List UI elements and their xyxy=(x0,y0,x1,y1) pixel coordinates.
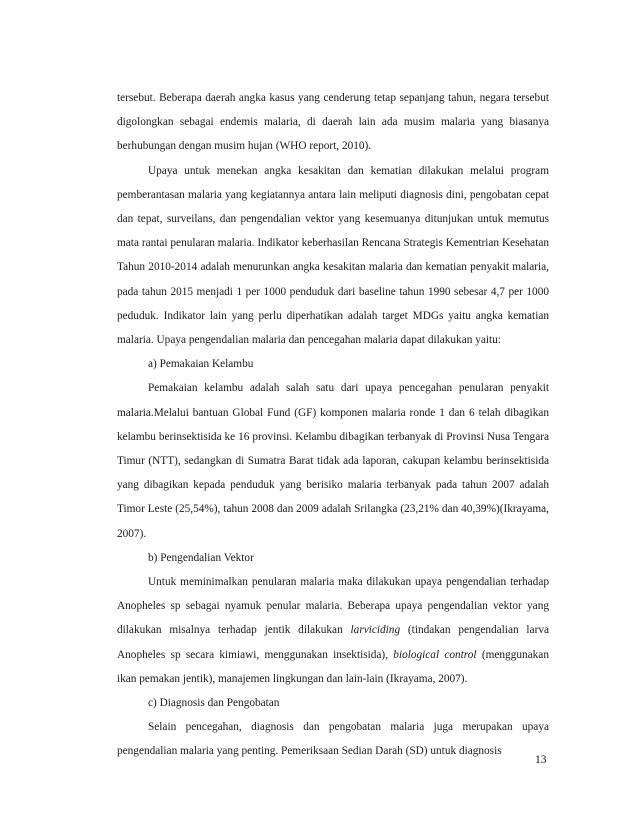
paragraph-2: Upaya untuk menekan angka kesakitan dan kematian dilakukan melalui program pemberantasan malaria yang kegiatannya antara lain meliputi diagnosis dini, pengobatan cepat dan tepat, surveilans, dan pengendalian vektor yang kesemuanya ditunjukan untuk memutus mata rantai penularan malaria. Indikator keberhasilan Rencana Strategis Kementrian Kesehatan Tahun 2010-2014 adalah menurunkan angka kesakitan malaria dan kematian penyakit malaria, pada tahun 2015 menjadi 1 per 1000 penduduk dari baseline tahun 1990 sebesar 4,7 per 1000 peduduk. Indikator lain yang perlu diperhatikan adalah target MDGs yaitu angka kematian malaria. Upaya pengendalian malaria dan pencegahan malaria dapat dilakukan yaitu: xyxy=(117,164,549,347)
paragraph-4-text-c: (menggunakan ikan pemakan jentik), manajemen lingkungan dan lain-lain (Ikrayama, 2007). xyxy=(117,648,549,685)
paragraph-4-text-b: (tindakan pengendalian larva Anopheles sp secara kimiawi, menggunakan insektisida), xyxy=(117,624,549,661)
page-number: 13 xyxy=(535,754,547,766)
paragraph-5: Selain pencegahan, diagnosis dan pengobatan malaria juga merupakan upaya pengendalian malaria yang penting. Pemeriksaan Sedian Darah (SD) untuk diagnosis xyxy=(117,721,549,758)
subheading-a: a) Pemakaian Kelambu xyxy=(148,358,254,371)
paragraph-4-text-a: Untuk meminimalkan penularan malaria maka dilakukan upaya pengendalian terhadap Anopheles sp sebagai nyamuk penular malaria. Beberapa upaya pengendalian vektor yang dilakukan misalnya terhadap jentik dilakukan xyxy=(117,576,549,637)
subheading-c: c) Diagnosis dan Pengobatan xyxy=(148,697,280,710)
term-larviciding: larviciding xyxy=(350,624,401,637)
paragraph-4 xyxy=(117,570,549,691)
paragraph-3: Pemakaian kelambu adalah salah satu dari upaya pencegahan penularan penyakit malaria.Melalui bantuan Global Fund (GF) komponen malaria ronde 1 dan 6 telah dibagikan kelambu berinsektisida ke 16 provinsi. Kelambu dibagikan terbanyak di Provinsi Nusa Tengara Timur (NTT), sedangkan di Sumatra Barat tidak ada laporan, cakupan kelambu berinsektisida yang dibagikan kepada penduduk yang berisiko malaria terbanyak pada tahun 2007 adalah Timor Leste (25,54%), tahun 2008 dan 2009 adalah Srilangka (23,21% dan 40,39%)(Ikrayama, 2007). xyxy=(117,382,549,540)
paragraph-1: tersebut. Beberapa daerah angka kasus yang cenderung tetap sepanjang tahun, negara tersebut digolongkan sebagai endemis malaria, di daerah lain ada musim malaria yang biasanya berhubungan dengan musim hujan (WHO report, 2010). xyxy=(117,92,549,153)
term-biological-control: biological control xyxy=(393,648,477,661)
subheading-b: b) Pengendalian Vektor xyxy=(148,551,254,564)
body-text xyxy=(117,86,549,764)
